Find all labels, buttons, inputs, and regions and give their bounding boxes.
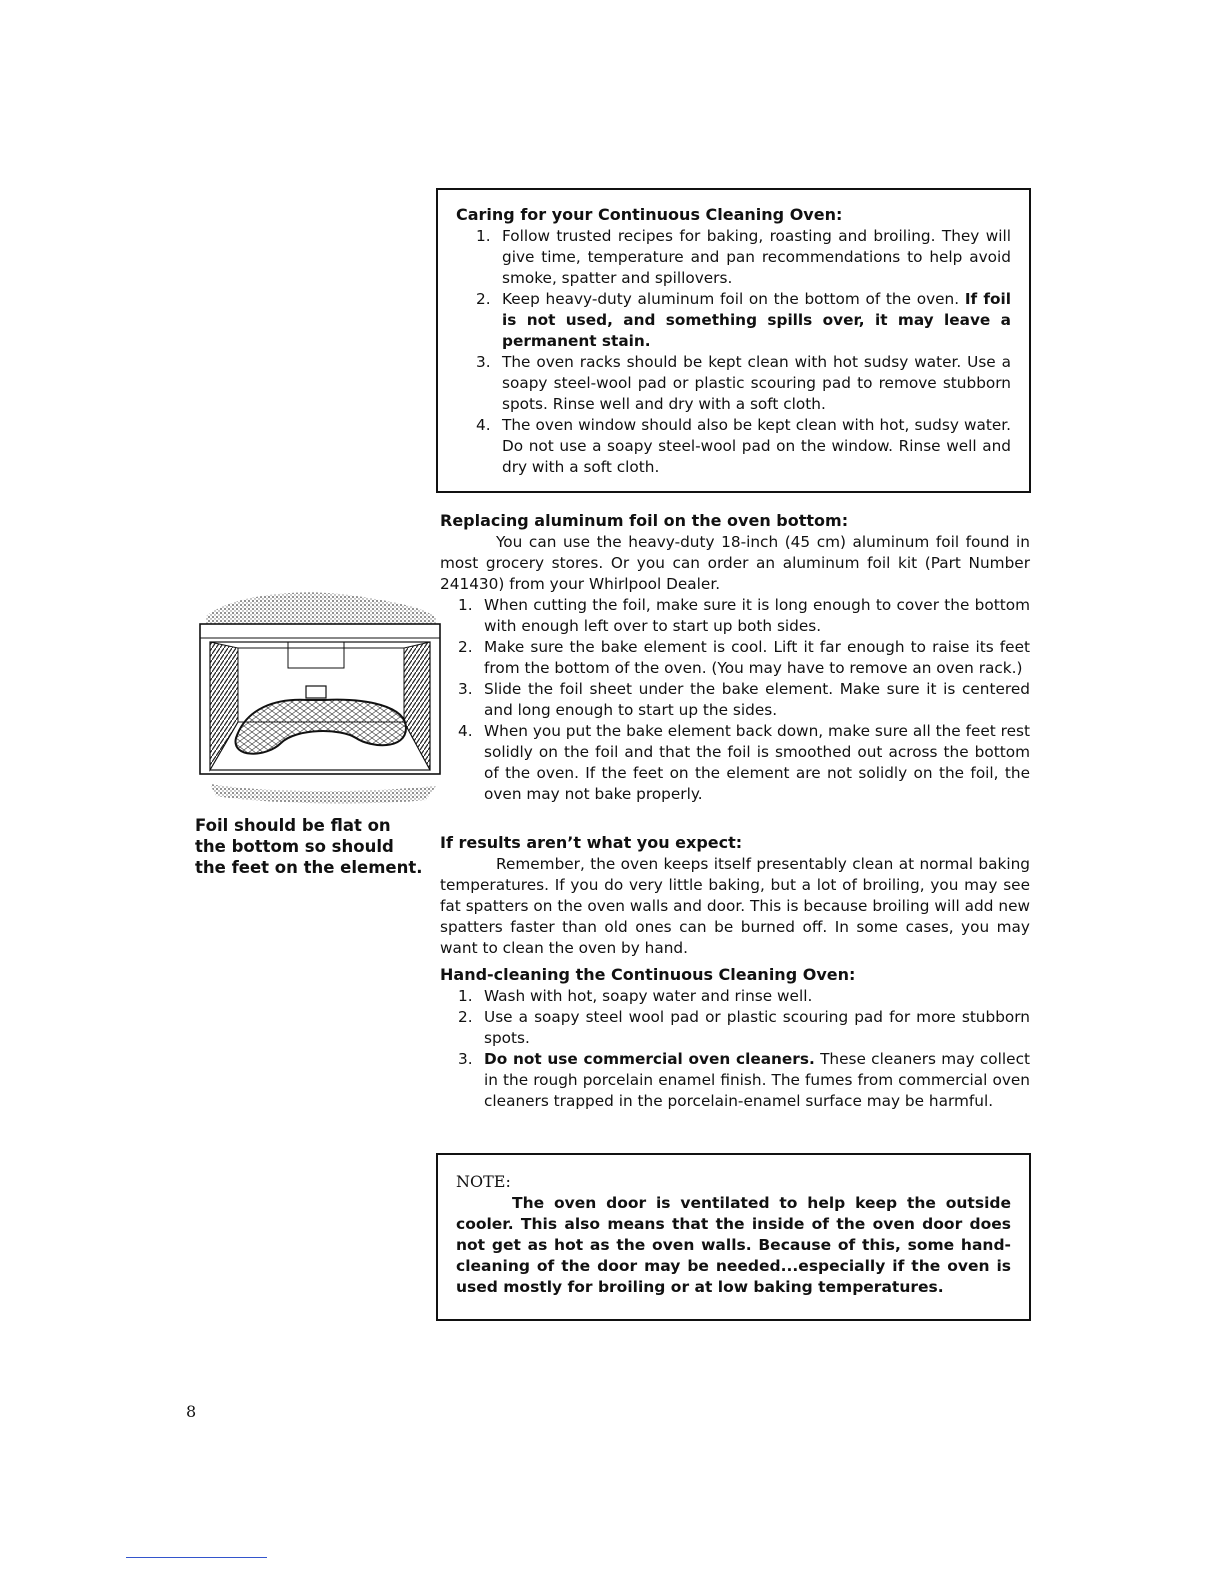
item-text: The oven racks should be kept clean with hot sudsy water. Use a soapy steel-wool pad or plastic scouring pad to remove stubborn spots. Rinse well and dry with a soft cloth. <box>502 353 1011 413</box>
list-item <box>456 289 1011 352</box>
item-warning: Do not use commercial oven cleaners. <box>484 1050 815 1068</box>
list-item <box>440 595 1030 637</box>
item-number: 3. <box>476 353 491 371</box>
illustration-caption: Foil should be flat on the bottom so should the feet on the element. <box>195 816 423 877</box>
page-number: 8 <box>186 1402 197 1421</box>
replacing-section <box>440 510 1030 805</box>
list-item <box>440 637 1030 679</box>
list-item <box>456 415 1011 478</box>
item-text: When cutting the foil, make sure it is long enough to cover the bottom with enough left over to start up both sides. <box>484 596 1030 635</box>
item-number: 2. <box>458 1008 473 1026</box>
item-number: 4. <box>476 416 491 434</box>
list-item <box>440 1007 1030 1049</box>
replacing-list <box>440 595 1030 805</box>
item-warning: If foil is not used, and something spills over, it may leave a permanent stain. <box>502 290 1011 350</box>
caring-list <box>456 226 1011 478</box>
item-number: 4. <box>458 722 473 740</box>
results-heading: If results aren’t what you expect: <box>440 833 743 852</box>
caring-box <box>436 188 1031 493</box>
item-text: Slide the foil sheet under the bake element. Make sure it is centered and long enough to start up the sides. <box>484 680 1030 719</box>
item-text: Follow trusted recipes for baking, roasting and broiling. They will give time, temperature and pan recommendations to help avoid smoke, spatter and spillovers. <box>502 227 1011 287</box>
item-number: 3. <box>458 1050 473 1068</box>
list-item <box>456 352 1011 415</box>
list-item <box>440 986 1030 1007</box>
results-text: Remember, the oven keeps itself presentably clean at normal baking temperatures. If you do very little baking, but a lot of broiling, you may see fat spatters on the oven walls and door. This is because broiling will add new spatters faster than old ones can be burned off. In some cases, you may want to clean the oven by hand. <box>440 855 1030 957</box>
caring-heading: Caring for your Continuous Cleaning Oven: <box>456 205 843 224</box>
footer-rule <box>126 1557 267 1558</box>
item-text: Wash with hot, soapy water and rinse well. <box>484 987 813 1005</box>
hand-cleaning-heading: Hand-cleaning the Continuous Cleaning Oven: <box>440 965 856 984</box>
oven-foil-illustration <box>196 588 446 810</box>
note-text: The oven door is ventilated to help keep the outside cooler. This also means that the inside of the oven door does not get as hot as the oven walls. Because of this, some hand-cleaning of the door may be needed...especially if the oven is used mostly for broiling or at low baking temperatures. <box>456 1194 1011 1296</box>
item-number: 1. <box>458 596 473 614</box>
item-number: 1. <box>476 227 491 245</box>
item-text: These cleaners may collect in the rough porcelain enamel finish. The fumes from commercial oven cleaners trapped in the porcelain-enamel surface may be harmful. <box>484 1050 1030 1110</box>
item-number: 2. <box>458 638 473 656</box>
replacing-heading: Replacing aluminum foil on the oven bottom: <box>440 511 849 530</box>
note-heading: NOTE: <box>456 1172 511 1191</box>
replacing-intro: You can use the heavy-duty 18-inch (45 cm) aluminum foil found in most grocery stores. Or you can order an aluminum foil kit (Part Number 241430) from your Whirlpool Dealer. <box>440 533 1030 593</box>
item-number: 2. <box>476 290 491 308</box>
hand-cleaning-section <box>440 964 1030 1112</box>
list-item <box>440 721 1030 805</box>
item-number: 1. <box>458 987 473 1005</box>
hand-cleaning-list <box>440 986 1030 1112</box>
item-text: When you put the bake element back down, make sure all the feet rest solidly on the foil and that the foil is smoothed out across the bottom of the oven. If the feet on the element are not solidly on the foil, the oven may not bake properly. <box>484 722 1030 803</box>
list-item <box>440 1049 1030 1112</box>
item-text: Keep heavy-duty aluminum foil on the bottom of the oven. <box>502 290 960 308</box>
note-box <box>436 1153 1031 1321</box>
item-number: 3. <box>458 680 473 698</box>
item-text: The oven window should also be kept clean with hot, sudsy water. Do not use a soapy steel-wool pad on the window. Rinse well and dry with a soft cloth. <box>502 416 1011 476</box>
item-text: Use a soapy steel wool pad or plastic scouring pad for more stubborn spots. <box>484 1008 1030 1047</box>
results-section <box>440 832 1030 959</box>
list-item <box>456 226 1011 289</box>
list-item <box>440 679 1030 721</box>
item-text: Make sure the bake element is cool. Lift it far enough to raise its feet from the bottom of the oven. (You may have to remove an oven rack.) <box>484 638 1030 677</box>
